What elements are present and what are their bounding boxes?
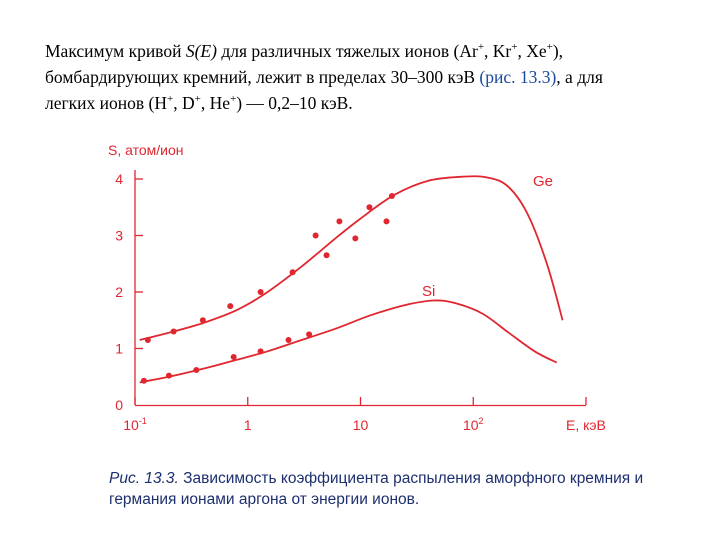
data-point-si	[166, 373, 172, 379]
superscript-plus: +	[477, 41, 485, 54]
series-label-si: Si	[422, 283, 436, 300]
data-point-ge	[324, 252, 330, 258]
paragraph-text: ),	[552, 41, 564, 61]
superscript-plus: +	[167, 93, 174, 106]
data-point-ge	[171, 329, 177, 335]
paragraph-text: Максимум кривой	[45, 41, 186, 61]
data-point-ge	[389, 193, 395, 199]
data-point-ge	[227, 303, 233, 309]
paragraph-text: , Xe	[517, 41, 547, 61]
x-tick-label: 10	[352, 417, 369, 433]
data-point-si	[258, 348, 264, 354]
data-point-ge	[200, 317, 206, 323]
x-tick-label: $10^{-1}$	[123, 416, 147, 433]
y-tick-label: 4	[115, 171, 123, 187]
x-tick-label: $10^2$	[462, 416, 484, 433]
data-point-si	[306, 331, 312, 337]
y-tick-label: 3	[115, 227, 123, 244]
data-point-ge	[336, 218, 342, 224]
paragraph-text: легких ионов (H	[45, 93, 168, 113]
y-tick-label: 1	[115, 340, 123, 357]
x-axis-label: E, кэВ	[566, 417, 606, 433]
paragraph-text: ) — 0,2–10 кэВ.	[236, 93, 353, 113]
series-label-ge: Ge	[533, 173, 554, 190]
y-tick-label: 2	[115, 284, 123, 300]
caption-text: Зависимость коэффициента распыления аморфного кремния и германия ионами аргона от энергии ионов.	[109, 470, 644, 508]
paragraph-text: , Kr	[484, 41, 512, 61]
y-axis-label: S, атом/ион	[108, 142, 184, 158]
paragraph-text: для различных тяжелых ионов (Ar	[216, 41, 478, 61]
paragraph-text: , D	[173, 93, 195, 113]
data-point-si	[193, 367, 199, 373]
data-point-ge	[366, 204, 372, 210]
superscript-plus: +	[511, 41, 518, 54]
y-tick-label: 0	[115, 397, 123, 413]
superscript-plus: +	[230, 93, 237, 106]
data-point-si	[141, 378, 147, 384]
paragraph-text: , He	[200, 93, 230, 113]
paragraph-text: бомбардирующих кремний, лежит в пределах 30–300 кэВ	[45, 67, 480, 87]
data-point-ge	[383, 218, 389, 224]
series-line-ge	[140, 176, 563, 340]
figure-reference-link[interactable]: (рис. 13.3)	[479, 67, 557, 87]
data-point-ge	[145, 337, 151, 343]
data-point-ge	[352, 235, 358, 241]
superscript-plus: +	[546, 41, 553, 54]
paragraph-text: , а для	[556, 67, 603, 87]
paragraph-formula: S(E)	[185, 41, 217, 61]
caption-label: Рис. 13.3.	[109, 470, 179, 487]
data-point-si	[231, 354, 237, 360]
figure-caption	[109, 468, 669, 510]
data-point-ge	[313, 233, 319, 239]
data-point-ge	[258, 289, 264, 295]
superscript-plus: +	[194, 93, 201, 106]
data-point-si	[286, 337, 292, 343]
data-point-ge	[290, 269, 296, 275]
x-tick-label: 1	[243, 417, 252, 433]
series-line-si	[140, 300, 557, 382]
